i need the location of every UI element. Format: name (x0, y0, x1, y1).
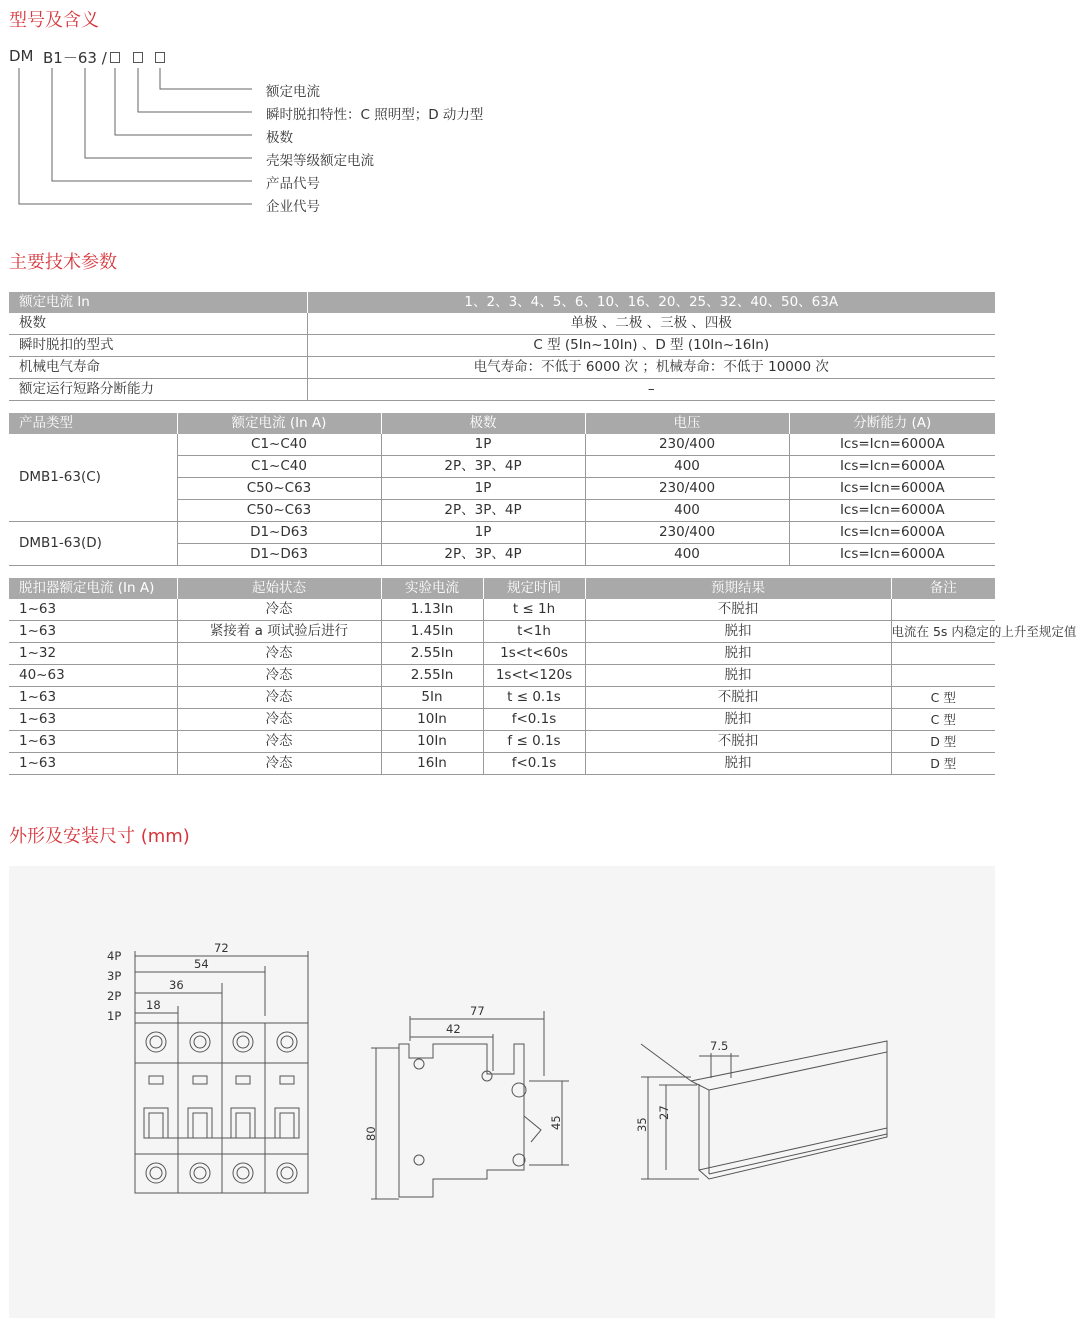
section-title-dimensions: 外形及安装尺寸 (mm) (9, 826, 190, 847)
table-cell: 1~63 (9, 731, 177, 753)
model-label-frame-current: 壳架等级额定电流 (266, 153, 374, 169)
table-cell: 10In (381, 731, 483, 753)
table-cell: 400 (585, 500, 789, 522)
dim-80: 80 (364, 1126, 378, 1141)
table-cell: 2.55In (381, 665, 483, 687)
products-header: 电压 (585, 413, 789, 434)
code-box-poles (110, 52, 120, 63)
table-cell: 脱扣 (585, 665, 891, 687)
table-cell: f<0.1s (483, 709, 585, 731)
table-cell: 冷态 (177, 731, 381, 753)
param-name: 极数 (9, 313, 307, 335)
dimension-drawings (9, 866, 995, 1318)
model-label-rated-current: 额定电流 (266, 84, 320, 100)
table-cell: 400 (585, 544, 789, 566)
table-row (9, 379, 995, 401)
front-view-labels (107, 941, 229, 1023)
table-row (9, 434, 995, 456)
din-rail (641, 1041, 887, 1179)
param-value: C 型 (5In~10In) 、D 型 (10In~16In) (307, 335, 995, 357)
dim-77: 77 (470, 1004, 485, 1018)
code-main: B1－63 / (43, 49, 107, 67)
table-cell: 40~63 (9, 665, 177, 687)
table-cell: D 型 (891, 753, 995, 775)
table-cell: Ics=Icn=6000A (789, 478, 995, 500)
table-cell: 冷态 (177, 599, 381, 621)
table-cell: 1P (381, 478, 585, 500)
table-cell: 电流在 5s 内稳定的上升至规定值 (891, 621, 995, 643)
table-row (9, 522, 995, 544)
dim-7-5: 7.5 (710, 1039, 729, 1053)
front-view (135, 951, 308, 1193)
dim-42: 42 (446, 1022, 461, 1036)
table-cell: C1~C40 (177, 456, 381, 478)
table-cell: 冷态 (177, 753, 381, 775)
model-label-poles: 极数 (266, 130, 293, 146)
table-cell: 1~63 (9, 687, 177, 709)
trip-header: 实验电流 (381, 578, 483, 599)
table-cell: 冷态 (177, 687, 381, 709)
table-row (9, 357, 995, 379)
table-cell: 5In (381, 687, 483, 709)
table-cell: 冷态 (177, 643, 381, 665)
table-cell: 1s<t<60s (483, 643, 585, 665)
table-cell: 冷态 (177, 709, 381, 731)
dim-18: 18 (146, 998, 161, 1012)
trip-header: 规定时间 (483, 578, 585, 599)
table-row (9, 665, 995, 687)
trip-header: 脱扣器额定电流 (In A) (9, 578, 177, 599)
pole-label-4p: 4P (107, 949, 122, 963)
trip-header: 预期结果 (585, 578, 891, 599)
table-cell: t<1h (483, 621, 585, 643)
model-label-trip-type: 瞬时脱扣特性：C 照明型；D 动力型 (266, 107, 484, 123)
products-header: 极数 (381, 413, 585, 434)
table-row (9, 335, 995, 357)
table-cell: Ics=Icn=6000A (789, 544, 995, 566)
table-cell: 230/400 (585, 434, 789, 456)
trip-header: 起始状态 (177, 578, 381, 599)
param-name: 机械电气寿命 (9, 357, 307, 379)
trip-body (9, 599, 1076, 775)
table-cell: 1~63 (9, 753, 177, 775)
table-cell (891, 599, 995, 621)
table-cell: 2.55In (381, 643, 483, 665)
model-label-product-code: 产品代号 (266, 176, 320, 192)
dim-35: 35 (635, 1117, 649, 1132)
table-cell: 脱扣 (585, 621, 891, 643)
table-cell: f ≤ 0.1s (483, 731, 585, 753)
code-box-trip (133, 52, 143, 63)
table-cell (891, 665, 995, 687)
dim-27: 27 (657, 1105, 671, 1120)
trip-table (9, 578, 1076, 775)
table-cell: t ≤ 0.1s (483, 687, 585, 709)
table-row (9, 731, 995, 753)
table-cell: 1s<t<120s (483, 665, 585, 687)
table-cell: 不脱扣 (585, 687, 891, 709)
param-value: 单极 、二极 、三极 、四极 (307, 313, 995, 335)
param-name: 瞬时脱扣的型式 (9, 335, 307, 357)
table-cell: D 型 (891, 731, 995, 753)
table-cell: 2P、3P、4P (381, 456, 585, 478)
table-cell: f<0.1s (483, 753, 585, 775)
table-cell: 1~32 (9, 643, 177, 665)
table-cell: 1.13In (381, 599, 483, 621)
table-cell: 1~63 (9, 599, 177, 621)
table-row (9, 599, 995, 621)
table-cell: 1.45In (381, 621, 483, 643)
table-cell: 脱扣 (585, 753, 891, 775)
table-row (9, 643, 995, 665)
pole-label-3p: 3P (107, 969, 122, 983)
pole-label-1p: 1P (107, 1009, 122, 1023)
table-cell: t ≤ 1h (483, 599, 585, 621)
table-cell: 1P (381, 434, 585, 456)
table-cell: 400 (585, 456, 789, 478)
table-row (9, 621, 995, 643)
table-cell: Ics=Icn=6000A (789, 522, 995, 544)
table-cell: 不脱扣 (585, 731, 891, 753)
section-title-model: 型号及含义 (9, 10, 99, 31)
table-cell: 不脱扣 (585, 599, 891, 621)
products-header: 产品类型 (9, 413, 177, 434)
code-prefix: DM (9, 47, 34, 65)
table-cell: 脱扣 (585, 709, 891, 731)
dim-45: 45 (549, 1115, 563, 1130)
params-table (9, 292, 995, 401)
table-cell: C 型 (891, 687, 995, 709)
code-box-current (155, 52, 165, 63)
table-row (9, 313, 995, 335)
product-type: DMB1-63(C) (9, 434, 177, 522)
table-cell: 230/400 (585, 478, 789, 500)
section-title-tech-params: 主要技术参数 (9, 252, 117, 273)
products-header-row (9, 413, 995, 434)
product-type: DMB1-63(D) (9, 522, 177, 566)
model-label-company-code: 企业代号 (266, 199, 320, 215)
table-cell: 10In (381, 709, 483, 731)
table-cell: 1~63 (9, 709, 177, 731)
params-header-value: 1、2、3、4、5、6、10、16、20、25、32、40、50、63A (307, 292, 995, 313)
products-table (9, 413, 995, 566)
table-cell: Ics=Icn=6000A (789, 500, 995, 522)
params-header-name: 额定电流 In (9, 292, 307, 313)
table-row (9, 687, 995, 709)
table-cell: D1~D63 (177, 522, 381, 544)
param-value: – (307, 379, 995, 401)
table-cell: 1~63 (9, 621, 177, 643)
param-name: 额定运行短路分断能力 (9, 379, 307, 401)
table-row (9, 709, 995, 731)
model-code-diagram (0, 40, 600, 220)
param-value: 电气寿命：不低于 6000 次 ；机械寿命：不低于 10000 次 (307, 357, 995, 379)
table-cell: Ics=Icn=6000A (789, 434, 995, 456)
table-row (9, 753, 995, 775)
table-cell: 1P (381, 522, 585, 544)
table-cell: C 型 (891, 709, 995, 731)
table-cell: C1~C40 (177, 434, 381, 456)
table-cell: Ics=Icn=6000A (789, 456, 995, 478)
pole-label-2p: 2P (107, 989, 122, 1003)
table-cell (891, 643, 995, 665)
dim-54: 54 (194, 957, 209, 971)
table-cell: 2P、3P、4P (381, 500, 585, 522)
table-cell: C50~C63 (177, 478, 381, 500)
params-header-row (9, 292, 995, 313)
dim-36: 36 (169, 978, 184, 992)
trip-header: 备注 (891, 578, 995, 599)
table-cell: 2P、3P、4P (381, 544, 585, 566)
dimension-drawing-panel (9, 866, 995, 1318)
table-cell: D1~D63 (177, 544, 381, 566)
dim-72: 72 (214, 941, 229, 955)
trip-header-row (9, 578, 995, 599)
table-cell: 16In (381, 753, 483, 775)
table-cell: 冷态 (177, 665, 381, 687)
side-view-labels (364, 1004, 563, 1141)
side-view (371, 1011, 569, 1199)
table-cell: 230/400 (585, 522, 789, 544)
table-cell: 脱扣 (585, 643, 891, 665)
table-cell: 紧接着 a 项试验后进行 (177, 621, 381, 643)
products-header: 分断能力 (A) (789, 413, 995, 434)
products-header: 额定电流 (In A) (177, 413, 381, 434)
table-cell: C50~C63 (177, 500, 381, 522)
